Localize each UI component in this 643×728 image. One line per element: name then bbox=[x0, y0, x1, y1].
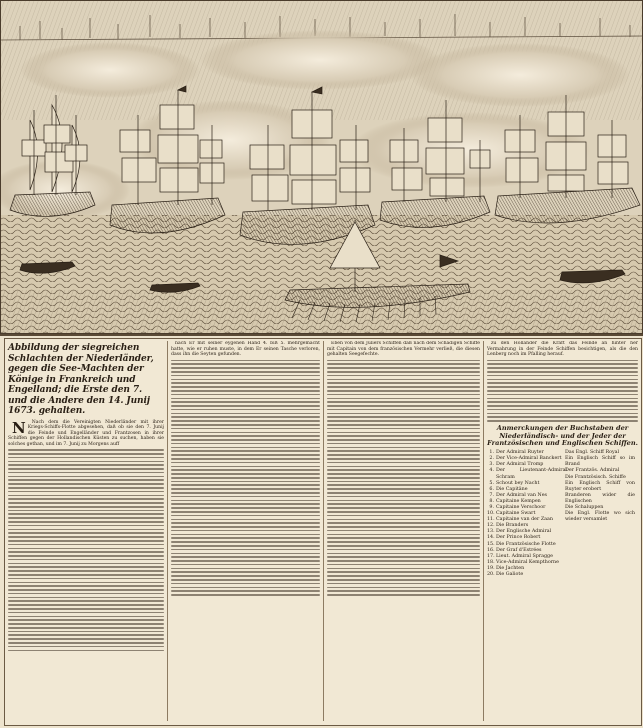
legend-text: Der Admiral van Nes bbox=[496, 492, 548, 498]
legend-number: 9. bbox=[489, 505, 494, 511]
legend-item bbox=[487, 572, 567, 578]
legend-text: Der Admiral Ruyter bbox=[496, 450, 544, 456]
legend-right-item: Die Schaluppen bbox=[565, 505, 604, 511]
legend-right-item: Die Engl. Flotte wo sich wieder versamlet bbox=[565, 511, 635, 523]
legend-number: 20. bbox=[487, 572, 495, 578]
legend-number: 7. bbox=[489, 492, 494, 498]
legend-list bbox=[487, 450, 567, 578]
text-column-2 bbox=[167, 341, 323, 721]
legend-number: 8. bbox=[489, 498, 494, 504]
legend-text: Vice-Admiral Kempthorne bbox=[496, 559, 559, 565]
intro-paragraph bbox=[8, 420, 164, 448]
legend-text: Der Englische Admiral bbox=[496, 529, 552, 535]
column-3-text: Eben von dem Juliers Schiffen daß nach dem Schadigen Schiffe mit Capitain von dem französischen Vermehr verließ, die diesen gehalten Seegefechte. bbox=[327, 341, 480, 357]
legend-text: Die Jachten bbox=[496, 565, 525, 571]
drop-cap: N bbox=[12, 418, 26, 437]
legend-text: Capitaine Swart bbox=[496, 511, 536, 517]
legend-text: Capitaine van der Zaan bbox=[496, 517, 553, 523]
legend-text: Lieut. Admiral Spragge bbox=[496, 553, 553, 559]
legend-number: 6. bbox=[489, 486, 494, 492]
legend-text: Die Galiote bbox=[496, 572, 524, 578]
legend-text: Capitaine Kempen bbox=[496, 498, 541, 504]
legend-text: Der Admiral Tromp bbox=[496, 462, 544, 468]
text-column-3 bbox=[323, 341, 483, 721]
annotations-title: Anmerckungen der Buchstaben der Niederländisch- und der Jeder der Frantzösischen und Englischen Schiffen. bbox=[487, 423, 638, 448]
legend-number: 18. bbox=[487, 559, 495, 565]
legend-right-item: Der Frantzös. Admiral bbox=[565, 468, 620, 474]
document-title: Abbildung der siegreichen Schlachten der Niederländer, gegen die See-Machten der Könige in Frankreich und Engelland; die Erste den 7. und die Andere den 14. Junij 1673. gehalten. bbox=[8, 343, 154, 416]
legend-item bbox=[487, 468, 567, 480]
legend-right-item: Das Engl. Schiff Royal bbox=[565, 450, 620, 456]
legend-number: 11. bbox=[487, 517, 495, 523]
legend-number: 19. bbox=[487, 565, 495, 571]
legend-number: 13. bbox=[487, 529, 495, 535]
legend-number: 5. bbox=[489, 480, 494, 486]
text-column-1 bbox=[5, 341, 167, 721]
legend-number: 1. bbox=[489, 450, 494, 456]
body-text-lines bbox=[8, 449, 164, 651]
legend-number: 2. bbox=[489, 456, 494, 462]
text-column-4 bbox=[483, 341, 641, 721]
body-text-lines bbox=[171, 360, 320, 596]
legend-list-right bbox=[565, 450, 635, 523]
body-text-lines bbox=[487, 360, 638, 422]
legend-right-item: Ein Englisch Schiff von Ruyter erobert bbox=[565, 480, 635, 492]
legend-text: Der Vice-Admiral Banckert bbox=[496, 456, 562, 462]
body-text-lines bbox=[327, 360, 480, 596]
legend-text: Der Lieutenant-Admiral Schram bbox=[496, 468, 567, 480]
legend-right-item: Ein Englisch Schiff so im Brand bbox=[565, 456, 635, 468]
legend-text: Capitaine Verschoor bbox=[496, 505, 546, 511]
legend-text: Der Graf d'Estrées bbox=[496, 547, 542, 553]
legend-number: 10. bbox=[487, 511, 495, 517]
legend-right-item: Branderen wider die Englischen bbox=[565, 492, 635, 504]
naval-battle-engraving bbox=[0, 0, 643, 336]
column-4-text: zu den Holländer die Kraft das Feinde an hinter her Vermahrung in der Feinde Schiffen besichtigen, als die den Lenberg noch im Pfalling herauf. bbox=[487, 341, 638, 357]
legend-text: Die Branders bbox=[496, 523, 529, 529]
legend-text: Die Capitäne bbox=[496, 486, 528, 492]
legend-text: Die Frantzösische Flotte bbox=[496, 541, 556, 547]
legend-right-item: Die Frantzösisch. Schiffe bbox=[565, 474, 626, 480]
legend-number: 12. bbox=[487, 523, 495, 529]
legend-text: Schout bey Nacht bbox=[496, 480, 540, 486]
legend-number: 4. bbox=[489, 468, 494, 474]
legend-number: 17. bbox=[487, 553, 495, 559]
legend-text: Der Prince Robert bbox=[496, 535, 541, 541]
legend-number: 16. bbox=[487, 547, 495, 553]
legend-number: 14. bbox=[487, 535, 495, 541]
column-2-text: nach Er mit seiner eygenen Hand 4. biß 5. mehrgemacht hatte, wie er ruhen muste, in dem Er seinen Tasche verloren, dass ihn die Seyten gefunden. bbox=[171, 341, 320, 357]
text-block bbox=[4, 338, 642, 726]
intro-text: Nach dem die Vereinigten Niederländer mit ihrer Kriegs-Schiffs-Flotte abgesehen, daß ob sie den 7. Junij die Feinde und Engelländer und Frantzosen in ihrer Schiffen gegen der Hollandischen Küsten zu suchen, haben sie solches gethan, und im 7. Junij zu Morgens auff bbox=[8, 419, 164, 447]
legend-number: 15. bbox=[487, 541, 495, 547]
legend-number: 3. bbox=[489, 462, 494, 468]
